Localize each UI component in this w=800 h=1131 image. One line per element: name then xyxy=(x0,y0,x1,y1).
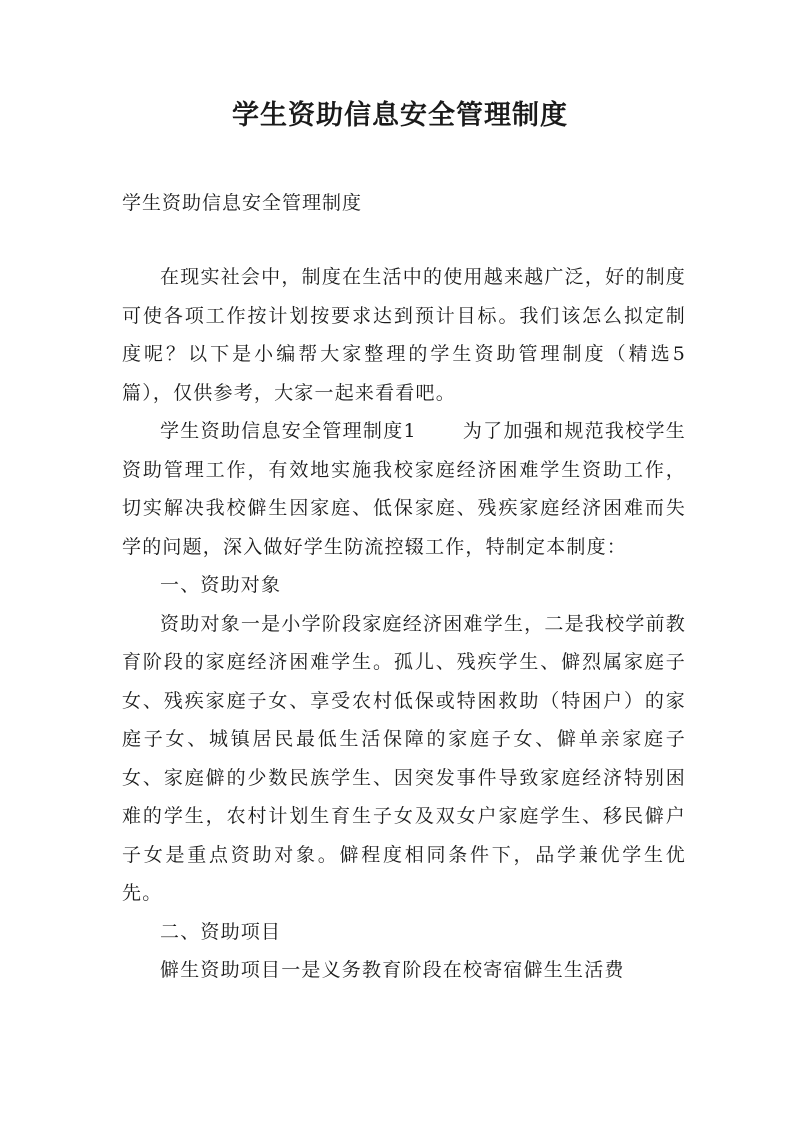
recipients-paragraph: 资助对象一是小学阶段家庭经济困难学生，二是我校学前教育阶段的家庭经济困难学生。孤儿、残疾学生、僻烈属家庭子女、残疾家庭子女、享受农村低保或特困救助（特困户）的家庭子女、城镇居民最低生活保障的家庭子女、僻单亲家庭子女、家庭僻的少数民族学生、因突发事件导致家庭经济特别困难的学生，农村计划生育生子女及双女户家庭学生、移民僻户子女是重点资助对象。僻程度相同条件下，品学兼优学生优先。 xyxy=(122,612,686,904)
heading-recipients: 一、资助对象 xyxy=(160,574,282,596)
section-1-text: 为了加强和规范我校学生资助管理工作，有效地实施我校家庭经济困难学生资助工作，切实解决我校僻生因家庭、低保家庭、残疾家庭经济困难而失学的问题，深入做好学生防流控辍工作，特制定本制度： xyxy=(122,420,686,558)
document-body xyxy=(122,258,686,990)
document-subtitle: 学生资助信息安全管理制度 xyxy=(122,192,363,214)
section-1-paragraph xyxy=(122,412,686,566)
section-1-heading: 学生资助信息安全管理制度1 xyxy=(160,420,417,442)
projects-paragraph: 僻生资助项目一是义务教育阶段在校寄宿僻生生活费 xyxy=(160,959,625,981)
intro-paragraph: 在现实社会中，制度在生活中的使用越来越广泛，好的制度可使各项工作按计划按要求达到预计目标。我们该怎么拟定制度呢？以下是小编帮大家整理的学生资助管理制度（精选5篇），仅供参考，大家一起来看看吧。 xyxy=(122,266,686,404)
document-title: 学生资助信息安全管理制度 xyxy=(232,100,568,131)
heading-projects: 二、资助项目 xyxy=(160,920,282,943)
